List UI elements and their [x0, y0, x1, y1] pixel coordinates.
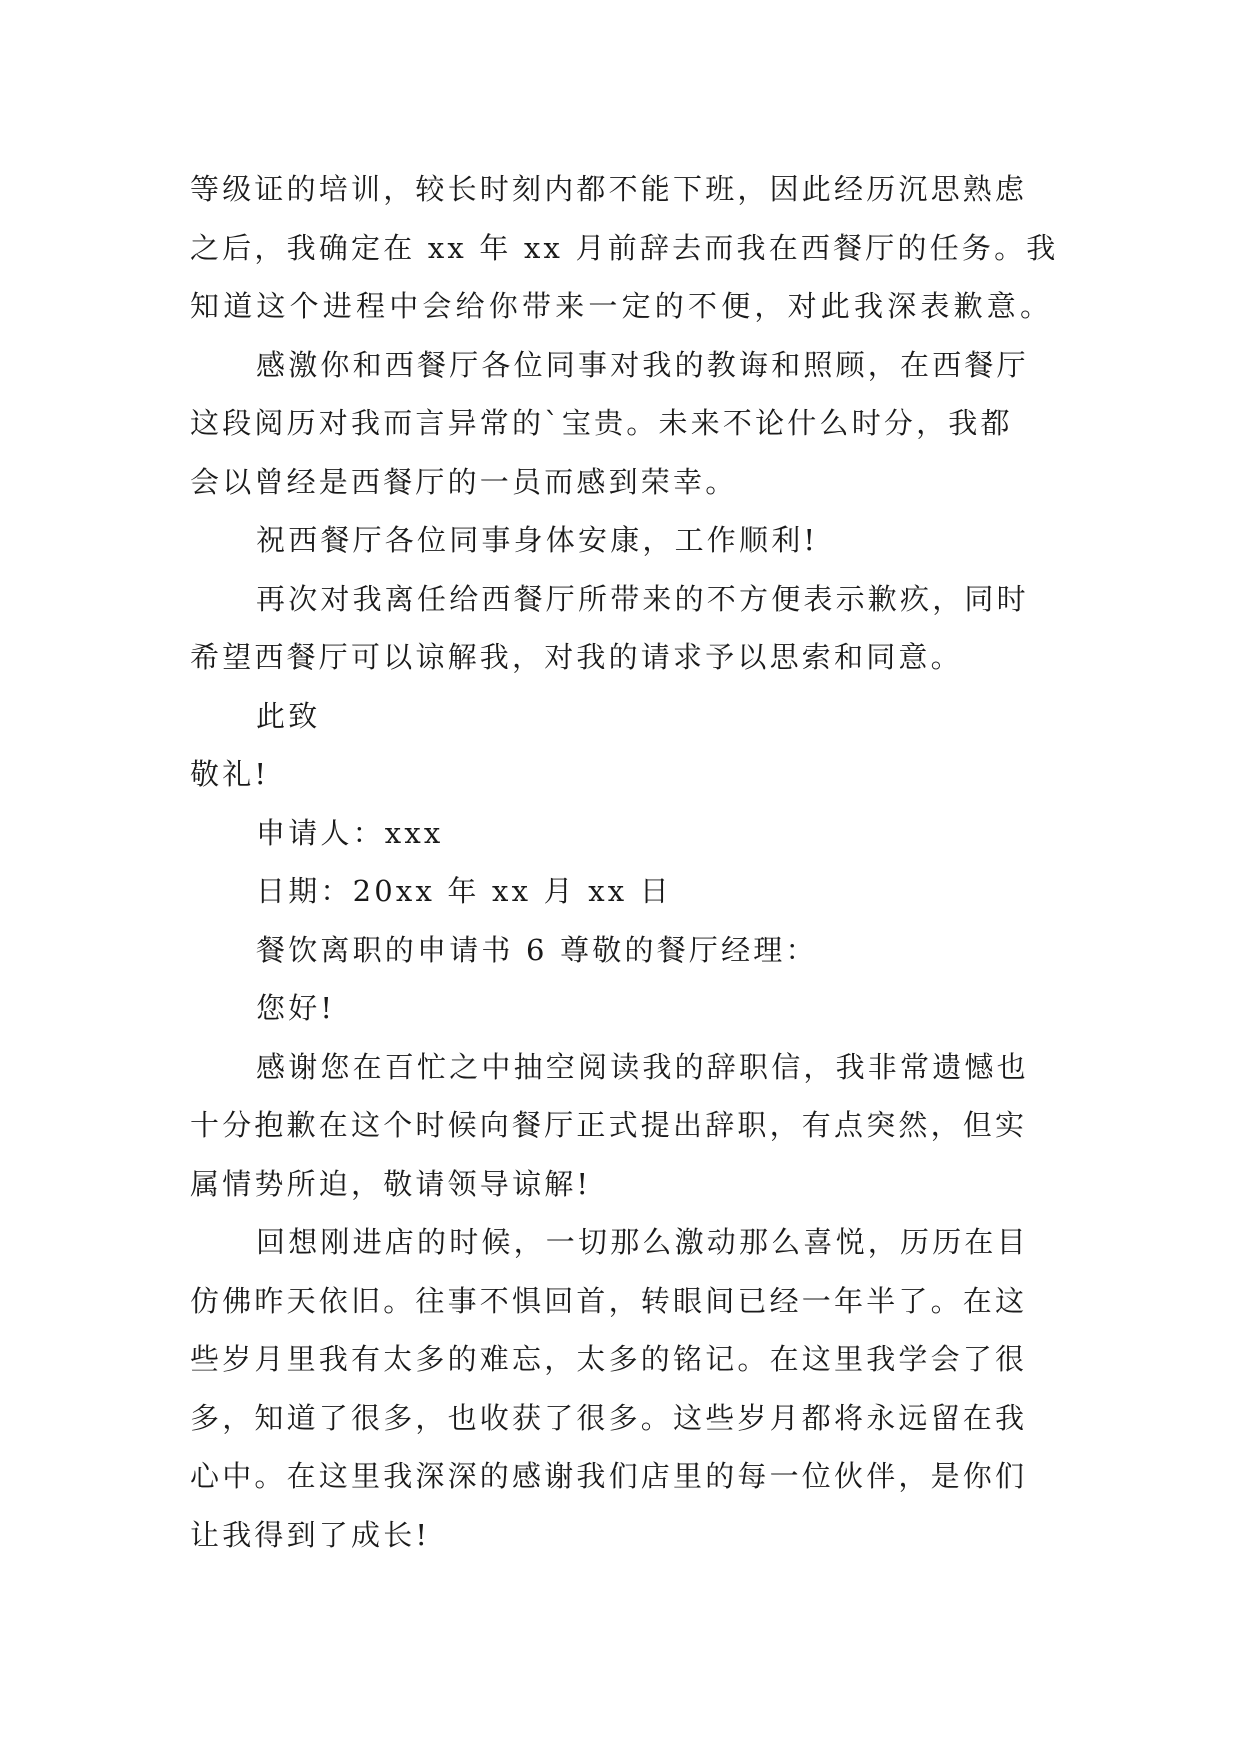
text-line: 让我得到了成长! — [190, 1517, 431, 1552]
closing-phrase: 此致 — [256, 698, 321, 733]
paragraph-start-line: 再次对我离任给西餐厅所带来的不方便表示歉疚，同时 — [256, 581, 1029, 616]
text-line: 这段阅历对我而言异常的`宝贵。未来不论什么时分，我都 — [190, 406, 1013, 440]
text-line: 心中。在这里我深深的感谢我们店里的每一位伙伴，是你们 — [190, 1459, 1028, 1493]
text-line: 等级证的培训，较长时刻内都不能下班，因此经历沉思熟虑 — [190, 172, 1028, 206]
applicant-line: 申请人：xxx — [256, 815, 444, 850]
greeting-line: 您好! — [256, 991, 336, 1025]
text-line: 知道这个进程中会给你带来一定的不便，对此我深表歉意。 — [190, 289, 1054, 323]
date-line: 日期：20xx 年 xx 月 xx 日 — [256, 874, 672, 908]
text-line: 多，知道了很多，也收获了很多。这些岁月都将永远留在我 — [190, 1400, 1028, 1435]
section-heading-line: 餐饮离职的申请书 6 尊敬的餐厅经理： — [256, 932, 818, 967]
text-line: 十分抱歉在这个时候向餐厅正式提出辞职，有点突然，但实 — [190, 1108, 1028, 1142]
paragraph-start-line: 祝西餐厅各位同事身体安康，工作顺利! — [256, 523, 819, 557]
paragraph-start-line: 感激你和西餐厅各位同事对我的教诲和照顾，在西餐厅 — [256, 347, 1029, 382]
text-line: 之后，我确定在 xx 年 xx 月前辞去而我在西餐厅的任务。我 — [190, 230, 1059, 265]
letter-body — [190, 160, 1059, 1564]
paragraph-start-line: 回想刚进店的时候，一切那么激动那么喜悦，历历在目 — [256, 1225, 1029, 1259]
text-line: 些岁月里我有太多的难忘，太多的铭记。在这里我学会了很 — [190, 1342, 1028, 1376]
text-line: 希望西餐厅可以谅解我，对我的请求予以思索和同意。 — [190, 640, 963, 674]
salutation-closing: 敬礼! — [190, 757, 270, 791]
text-line: 属情势所迫，敬请领导谅解! — [190, 1166, 592, 1201]
text-line: 会以曾经是西餐厅的一员而感到荣幸。 — [190, 464, 738, 499]
paragraph-start-line: 感谢您在百忙之中抽空阅读我的辞职信，我非常遗憾也 — [256, 1049, 1029, 1084]
text-line: 仿佛昨天依旧。往事不惧回首，转眼间已经一年半了。在这 — [190, 1283, 1028, 1318]
